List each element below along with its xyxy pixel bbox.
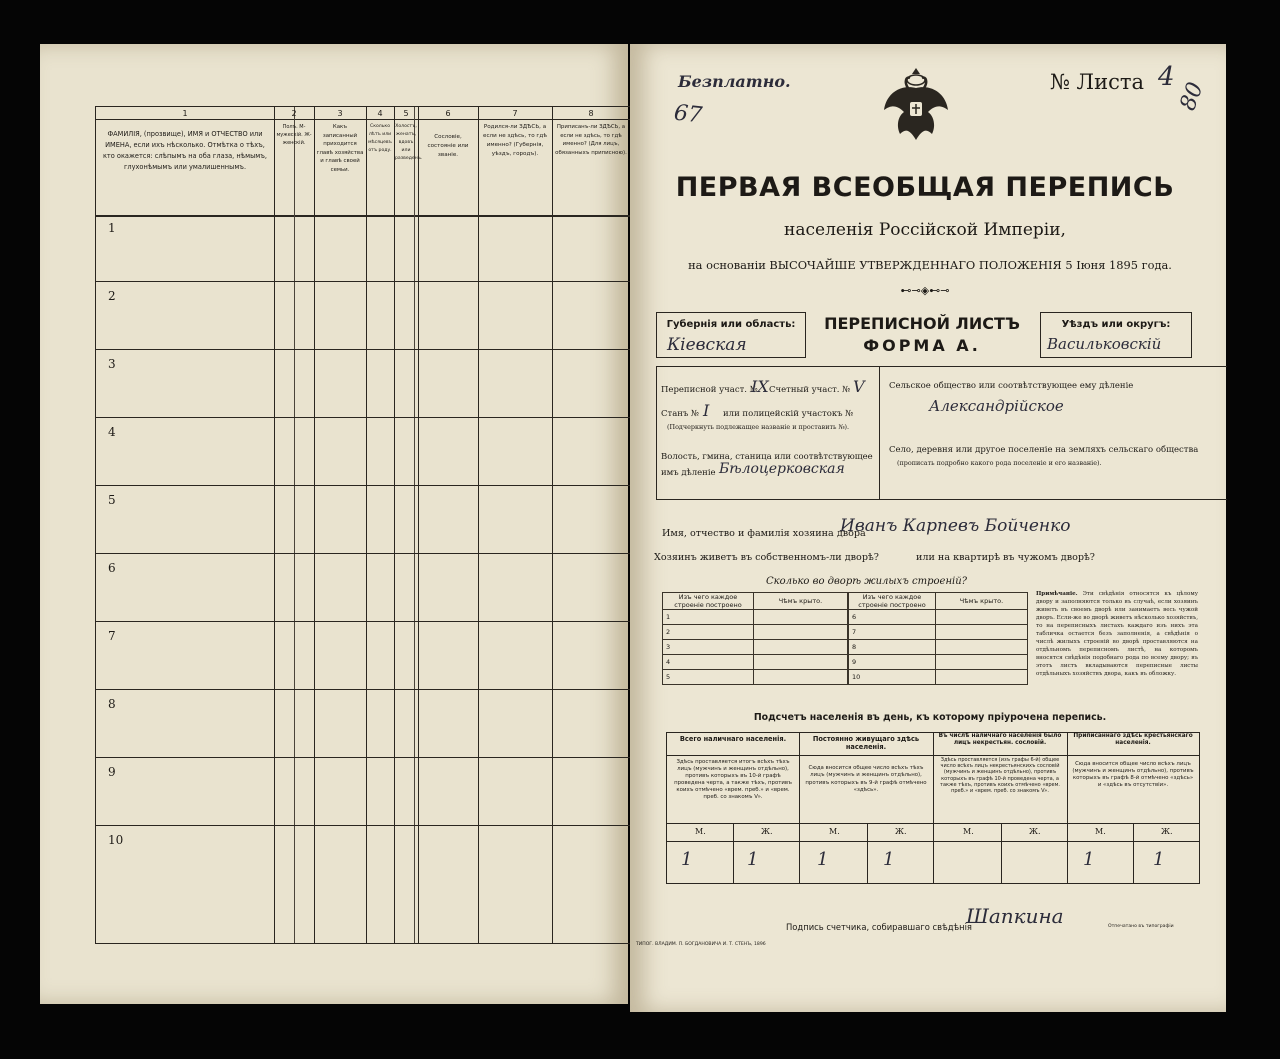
row-number: 4 [108,425,116,439]
column-number-8: 8 [588,109,594,118]
buildings-row-number: 9 [849,655,936,670]
society-value: Александрійское [929,397,1064,415]
form-title: ПЕРЕПИСНОЙ ЛИСТЪ [824,314,1020,333]
printer-imprint-right: Отпечатано въ типографіи [1108,924,1174,929]
census-area-value: IX [751,377,769,396]
right-page [630,44,1226,1012]
counting-area-value: V [853,377,865,396]
summary-sex-split [1001,823,1002,883]
owner-lives-label: Хозяинъ живетъ въ собственномъ-ли дворѣ? [654,552,879,563]
camp-label: Станъ № [661,409,700,419]
census-household-table [95,106,631,944]
signature-label: Подпись счетчика, собиравшаго свѣдѣнія [786,922,972,932]
column-divider-6 [478,107,479,943]
column-number-1: 1 [182,109,188,118]
column-divider-4 [394,107,395,943]
counting-area-label: Счетный участ. № [769,385,851,395]
buildings-table-right [848,592,1028,685]
column-header-registered: Приписанъ-ли ЗДѢСЬ, а если не здѣсь, то гдѣ именно? (Для лицъ, обязанныхъ приписною). [555,124,627,156]
buildings-header-roof: Чѣмъ крыто. [754,593,848,610]
count-peasant-f: 1 [1153,849,1165,870]
handwritten-sheet-number: 4 [1158,62,1175,92]
row-divider [96,621,630,622]
province-box [656,312,806,358]
row-divider [96,485,630,486]
sex-label-m: М. [1095,827,1106,836]
column-header-birthplace: Родился-ли ЗДѢСЬ, а если не здѣсь, то гдѣ именно? (Губернія, уѣздъ, городъ). [483,124,547,157]
summary-sex-split [867,823,868,883]
summary-title: Подсчетъ населенія въ день, къ которому пріурочена перепись. [753,712,1107,723]
summary-sex-split [733,823,734,883]
column-number-divider [96,119,630,120]
column-header-estate: Сословіе, состояніе или званіе. [427,134,469,158]
owner-value: Иванъ Карпевъ Бойченко [840,516,1071,536]
buildings-row-number: 4 [663,655,754,670]
summary-sex-divider [667,841,1199,842]
sex-label-f: Ж. [895,827,907,836]
buildings-header-material: Изъ чего каждое строеніе построено [849,593,936,610]
row-number: 10 [108,833,124,847]
location-divider [879,367,880,499]
village-label: Село, деревня или другое поселеніе на земляхъ сельскаго общества [889,445,1199,455]
buildings-row-number: 6 [849,610,936,625]
summary-head-non-peasant: Въ числѣ наличнаго населенія было лицъ некрестьян. сословій. [938,733,1062,746]
census-area-label: Переписной участ. № [661,385,758,395]
district-box [1040,312,1192,358]
row-divider [96,281,630,282]
summary-desc-divider [667,823,1199,824]
column-divider-1 [274,107,275,943]
column-divider-4a [414,107,415,943]
imperial-eagle-icon [880,64,952,148]
buildings-row-number: 8 [849,640,936,655]
buildings-header-material: Изъ чего каждое строеніе построено [663,593,754,610]
form-title-box [804,306,1040,360]
or-apartment-label: или на квартирѣ въ чужомъ дворѣ? [916,552,1095,563]
handwritten-side-number: 67 [672,100,704,129]
census-subtitle: населенія Россійской Имперіи, [784,220,1066,240]
sex-label-m: М. [829,827,840,836]
buildings-row-number: 1 [663,610,754,625]
sex-label-f: Ж. [1161,827,1173,836]
summary-head-permanent: Постоянно живущаго здѣсь населенія. [812,735,920,751]
summary-head-registered-peasant: Приписаннаго здѣсь крестьянскаго населенія. [1073,733,1193,746]
census-title: ПЕРВАЯ ВСЕОБЩАЯ ПЕРЕПИСЬ [675,172,1175,203]
summary-desc-permanent: Сюда вносится общее число всѣхъ тѣхъ лицъ (мужчинъ и женщинъ отдѣльно), противъ которыхъ въ 9-й графѣ отмѣчено «здѣсь». [805,765,927,794]
row-divider [96,417,630,418]
volost-value: Бѣлоцерковская [719,461,845,477]
column-divider-7 [552,107,553,943]
printer-imprint-left: ТИПОГ. ВЛАДИМ. П. БОГДАНОВИЧА И. Т. СТЕНЪ, 1896 [636,942,766,947]
column-number-6: 6 [445,109,451,118]
row-divider [96,757,630,758]
note-text: Эти свѣдѣнія относятся къ цѣлому двору и заполняются только въ случаѣ, если хозяинъ живетъ въ своемъ дворѣ или занимаетъ весь чужой дворъ. Если-же во дворѣ живетъ нѣсколько хозяйствъ, то на переписныхъ листахъ каждаго изъ нихъ эта табличка остается безъ заполненія, а свѣдѣнія о числѣ жилыхъ строеній во дворѣ проставляются на отдѣльномъ переписномъ листѣ, на которомъ вносятся свѣдѣнія подобнаго рода по всему двору; въ этотъ листъ вкладываются переписные листы отдѣльныхъ хозяйствъ двора, какъ въ обложку. [1036,591,1198,677]
note-label: Примѣчаніе. [1036,591,1078,597]
sex-label-f: Ж. [1029,827,1041,836]
column-header-sex: Полъ. М-мужескій. Ж-женскій. [276,124,312,146]
form-subtitle: ФОРМА А. [863,336,981,355]
count-peasant-m: 1 [1083,849,1095,870]
row-divider [96,825,630,826]
column-header-relation: Какъ записанный приходится главѣ хозяйства и главѣ своей семьи. [316,124,364,173]
district-label: Уѣздъ или округъ: [1061,319,1171,330]
row-divider [96,553,630,554]
province-label: Губернія или область: [666,319,796,330]
buildings-header-roof: Чѣмъ крыто. [936,593,1028,610]
owner-label: Имя, отчество и фамилія хозяина двора [662,528,866,539]
row-number: 1 [108,221,116,235]
count-total-f: 1 [747,849,759,870]
row-number: 3 [108,357,116,371]
count-permanent-m: 1 [817,849,829,870]
ornament: ⊷⊸◈⊷⊸ [900,284,950,297]
buildings-question: Сколько во дворѣ жилыхъ строеній? [766,576,968,587]
buildings-row-number: 7 [849,625,936,640]
police-note: (Подчеркнуть подлежащее названіе и проставить №). [667,423,850,431]
header-divider [96,215,630,217]
column-divider-2 [314,107,315,943]
column-number-5: 5 [403,109,409,118]
society-label: Сельское общество или соотвѣтствующее ему дѣленіе [889,381,1134,391]
summary-head-divider [667,755,1199,756]
location-details-box [656,366,1227,500]
row-number: 7 [108,629,116,643]
row-number: 6 [108,561,116,575]
count-total-m: 1 [681,849,693,870]
row-number: 8 [108,697,116,711]
row-number: 2 [108,289,116,303]
census-basis: на основаніи ВЫСОЧАЙШЕ УТВЕРЖДЕННАГО ПОЛОЖЕНІЯ 5 Іюня 1895 года. [688,258,1172,272]
column-divider-5 [418,107,419,943]
buildings-row-number: 2 [663,625,754,640]
summary-sex-split [1133,823,1134,883]
handwritten-corner-number: 80 [1175,79,1209,114]
column-number-2: 2 [291,109,297,118]
summary-head-total: Всего наличнаго населенія. [679,735,787,743]
signature-value: Шапкина [966,904,1064,928]
village-note: (прописать подробно какого рода поселеніе и его названіе). [897,459,1102,467]
summary-table [666,732,1200,884]
police-label: или полицейскій участокъ № [723,409,854,419]
column-number-4: 4 [377,109,383,118]
left-page [40,44,628,1004]
free-label: Безплатно. [678,72,791,91]
row-number: 9 [108,765,116,779]
row-divider [96,349,630,350]
column-number-3: 3 [337,109,343,118]
column-header-age: Сколько лѣтъ или мѣсяцевъ отъ роду. [368,124,392,153]
buildings-table-left [662,592,848,685]
sheet-number-label: № Листа [1050,70,1144,94]
summary-desc-non-peasant: Здѣсь проставляется (изъ графы 6-й) общее число всѣхъ лицъ некрестьянскихъ сословій (мужчинъ и женщинъ отдѣльно), противъ которыхъ въ графѣ 10-й проведена черта, а также тѣхъ, противъ коихъ отмѣчено «врем. преб.» и «врем. преб. со знакомъ V». [940,757,1060,795]
buildings-row-number: 5 [663,670,754,685]
column-divider-3 [366,107,367,943]
row-number: 5 [108,493,116,507]
row-divider [96,689,630,690]
count-permanent-f: 1 [883,849,895,870]
sex-label-f: Ж. [761,827,773,836]
column-header-names: ФАМИЛІЯ, (прозвище), ИМЯ и ОТЧЕСТВО или ИМЕНА, если ихъ нѣсколько. Отмѣтка о тѣхъ, кто окажется: слѣпымъ на оба глаза, нѣмымъ, глухонѣмымъ или умалишеннымъ. [102,130,268,171]
province-value: Кіевская [667,335,747,355]
sex-label-m: М. [963,827,974,836]
district-value: Васильковскій [1047,335,1162,353]
buildings-row-number: 10 [849,670,936,685]
column-divider-2a [294,107,295,943]
buildings-row-number: 3 [663,640,754,655]
sex-label-m: М. [695,827,706,836]
column-header-marital: Холостъ, женатъ, вдовъ или разведенъ. [395,124,423,161]
buildings-note [1036,590,1198,678]
summary-desc-registered-peasant: Сюда вносится общее число всѣхъ лицъ (мужчинъ и женщинъ отдѣльно), противъ которыхъ въ графѣ 8-й отмѣчено «здѣсь» и «здѣсь въ отсутствіи». [1072,761,1194,788]
summary-desc-total: Здѣсь проставляется итогъ всѣхъ тѣхъ лицъ (мужчинъ и женщинъ отдѣльно), противъ которыхъ въ 10-й графѣ проведена черта, а также тѣхъ, противъ коихъ отмѣчено «врем. преб.» и «врем. преб. со знакомъ V». [674,759,792,800]
camp-value: I [703,401,710,420]
column-number-7: 7 [512,109,518,118]
volost-label: Волость, гмина, станица или соотвѣтствующее имъ дѣленіе [661,452,873,478]
